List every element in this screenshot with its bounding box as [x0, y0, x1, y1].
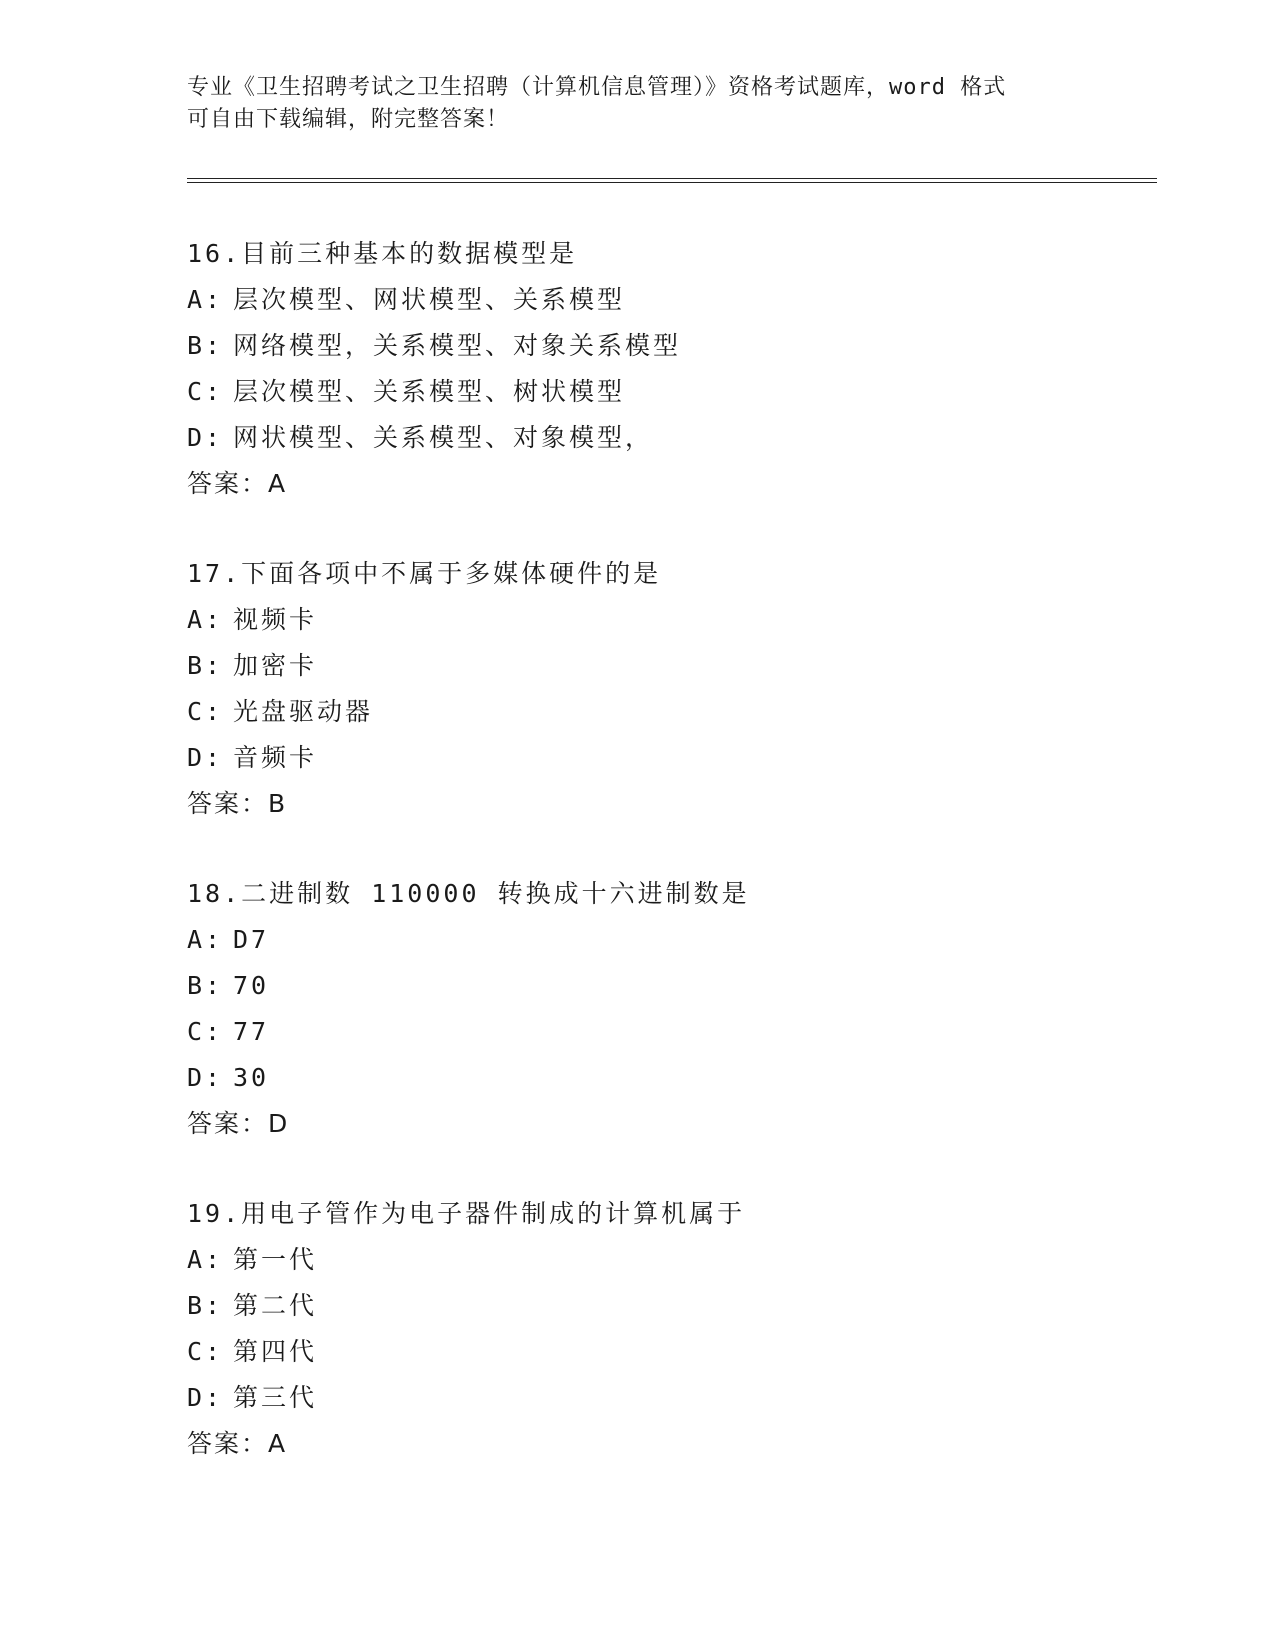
- option-letter: B:: [187, 331, 224, 360]
- option-a: [187, 277, 1087, 323]
- question-number: 19.: [187, 1199, 242, 1228]
- option-d: [187, 735, 1087, 781]
- option-text: 第三代: [233, 1383, 318, 1412]
- question-number: 18.: [187, 879, 242, 908]
- answer-value: A: [268, 1429, 288, 1458]
- header-line-1: 专业《卫生招聘考试之卫生招聘（计算机信息管理）》资格考试题库，word 格式: [187, 75, 1007, 100]
- option-text: 网络模型，关系模型、对象关系模型: [233, 331, 682, 360]
- answer-line: [187, 1421, 1087, 1467]
- option-d: [187, 415, 1087, 461]
- option-b: [187, 1283, 1087, 1329]
- option-letter: C:: [187, 697, 224, 726]
- option-letter: A:: [187, 925, 224, 954]
- option-text: 光盘驱动器: [233, 697, 374, 726]
- question-text: 下面各项中不属于多媒体硬件的是: [241, 559, 662, 588]
- option-c: [187, 1329, 1087, 1375]
- option-b: [187, 323, 1087, 369]
- question-stem: [187, 1191, 1087, 1237]
- option-letter: D:: [187, 1063, 224, 1092]
- question-stem: [187, 551, 1087, 597]
- question-text: 二进制数 110000 转换成十六进制数是: [241, 879, 750, 908]
- option-text: 层次模型、关系模型、树状模型: [233, 377, 626, 406]
- question-stem: [187, 231, 1087, 277]
- option-text: 第二代: [233, 1291, 318, 1320]
- option-text: D7: [233, 925, 270, 954]
- question-number: 16.: [187, 239, 242, 268]
- option-text: 视频卡: [233, 605, 318, 634]
- option-letter: A:: [187, 285, 224, 314]
- option-text: 第一代: [233, 1245, 318, 1274]
- answer-line: [187, 1101, 1087, 1147]
- option-c: [187, 369, 1087, 415]
- question-18: [187, 871, 1087, 1147]
- option-text: 70: [233, 971, 270, 1000]
- question-17: [187, 551, 1087, 827]
- option-letter: A:: [187, 1245, 224, 1274]
- option-letter: C:: [187, 377, 224, 406]
- question-text: 目前三种基本的数据模型是: [241, 239, 578, 268]
- option-letter: B:: [187, 971, 224, 1000]
- question-stem: [187, 871, 1087, 917]
- option-a: [187, 917, 1087, 963]
- option-a: [187, 1237, 1087, 1283]
- question-number: 17.: [187, 559, 242, 588]
- option-text: 网状模型、关系模型、对象模型，: [233, 423, 654, 452]
- answer-line: [187, 781, 1087, 827]
- answer-value: B: [268, 789, 288, 818]
- question-19: [187, 1191, 1087, 1467]
- option-d: [187, 1055, 1087, 1101]
- option-letter: C:: [187, 1337, 224, 1366]
- option-letter: D:: [187, 423, 224, 452]
- option-text: 77: [233, 1017, 270, 1046]
- document-header: [187, 72, 1087, 136]
- option-b: [187, 963, 1087, 1009]
- option-text: 加密卡: [233, 651, 318, 680]
- option-c: [187, 1009, 1087, 1055]
- option-letter: D:: [187, 1383, 224, 1412]
- option-b: [187, 643, 1087, 689]
- answer-value: A: [268, 469, 288, 498]
- option-a: [187, 597, 1087, 643]
- question-16: [187, 231, 1087, 507]
- option-d: [187, 1375, 1087, 1421]
- option-letter: A:: [187, 605, 224, 634]
- option-letter: B:: [187, 1291, 224, 1320]
- option-text: 层次模型、网状模型、关系模型: [233, 285, 626, 314]
- option-text: 30: [233, 1063, 270, 1092]
- option-text: 音频卡: [233, 743, 318, 772]
- answer-label: 答案：: [187, 469, 269, 498]
- option-letter: D:: [187, 743, 224, 772]
- header-line-2: 可自由下载编辑，附完整答案！: [187, 107, 510, 132]
- option-letter: B:: [187, 651, 224, 680]
- answer-line: [187, 461, 1087, 507]
- answer-label: 答案：: [187, 1429, 269, 1458]
- header-divider-top: [187, 178, 1157, 179]
- option-text: 第四代: [233, 1337, 318, 1366]
- answer-label: 答案：: [187, 1109, 269, 1138]
- option-letter: C:: [187, 1017, 224, 1046]
- question-text: 用电子管作为电子器件制成的计算机属于: [241, 1199, 746, 1228]
- option-c: [187, 689, 1087, 735]
- header-divider-bottom: [187, 182, 1157, 183]
- answer-value: D: [268, 1109, 290, 1138]
- answer-label: 答案：: [187, 789, 269, 818]
